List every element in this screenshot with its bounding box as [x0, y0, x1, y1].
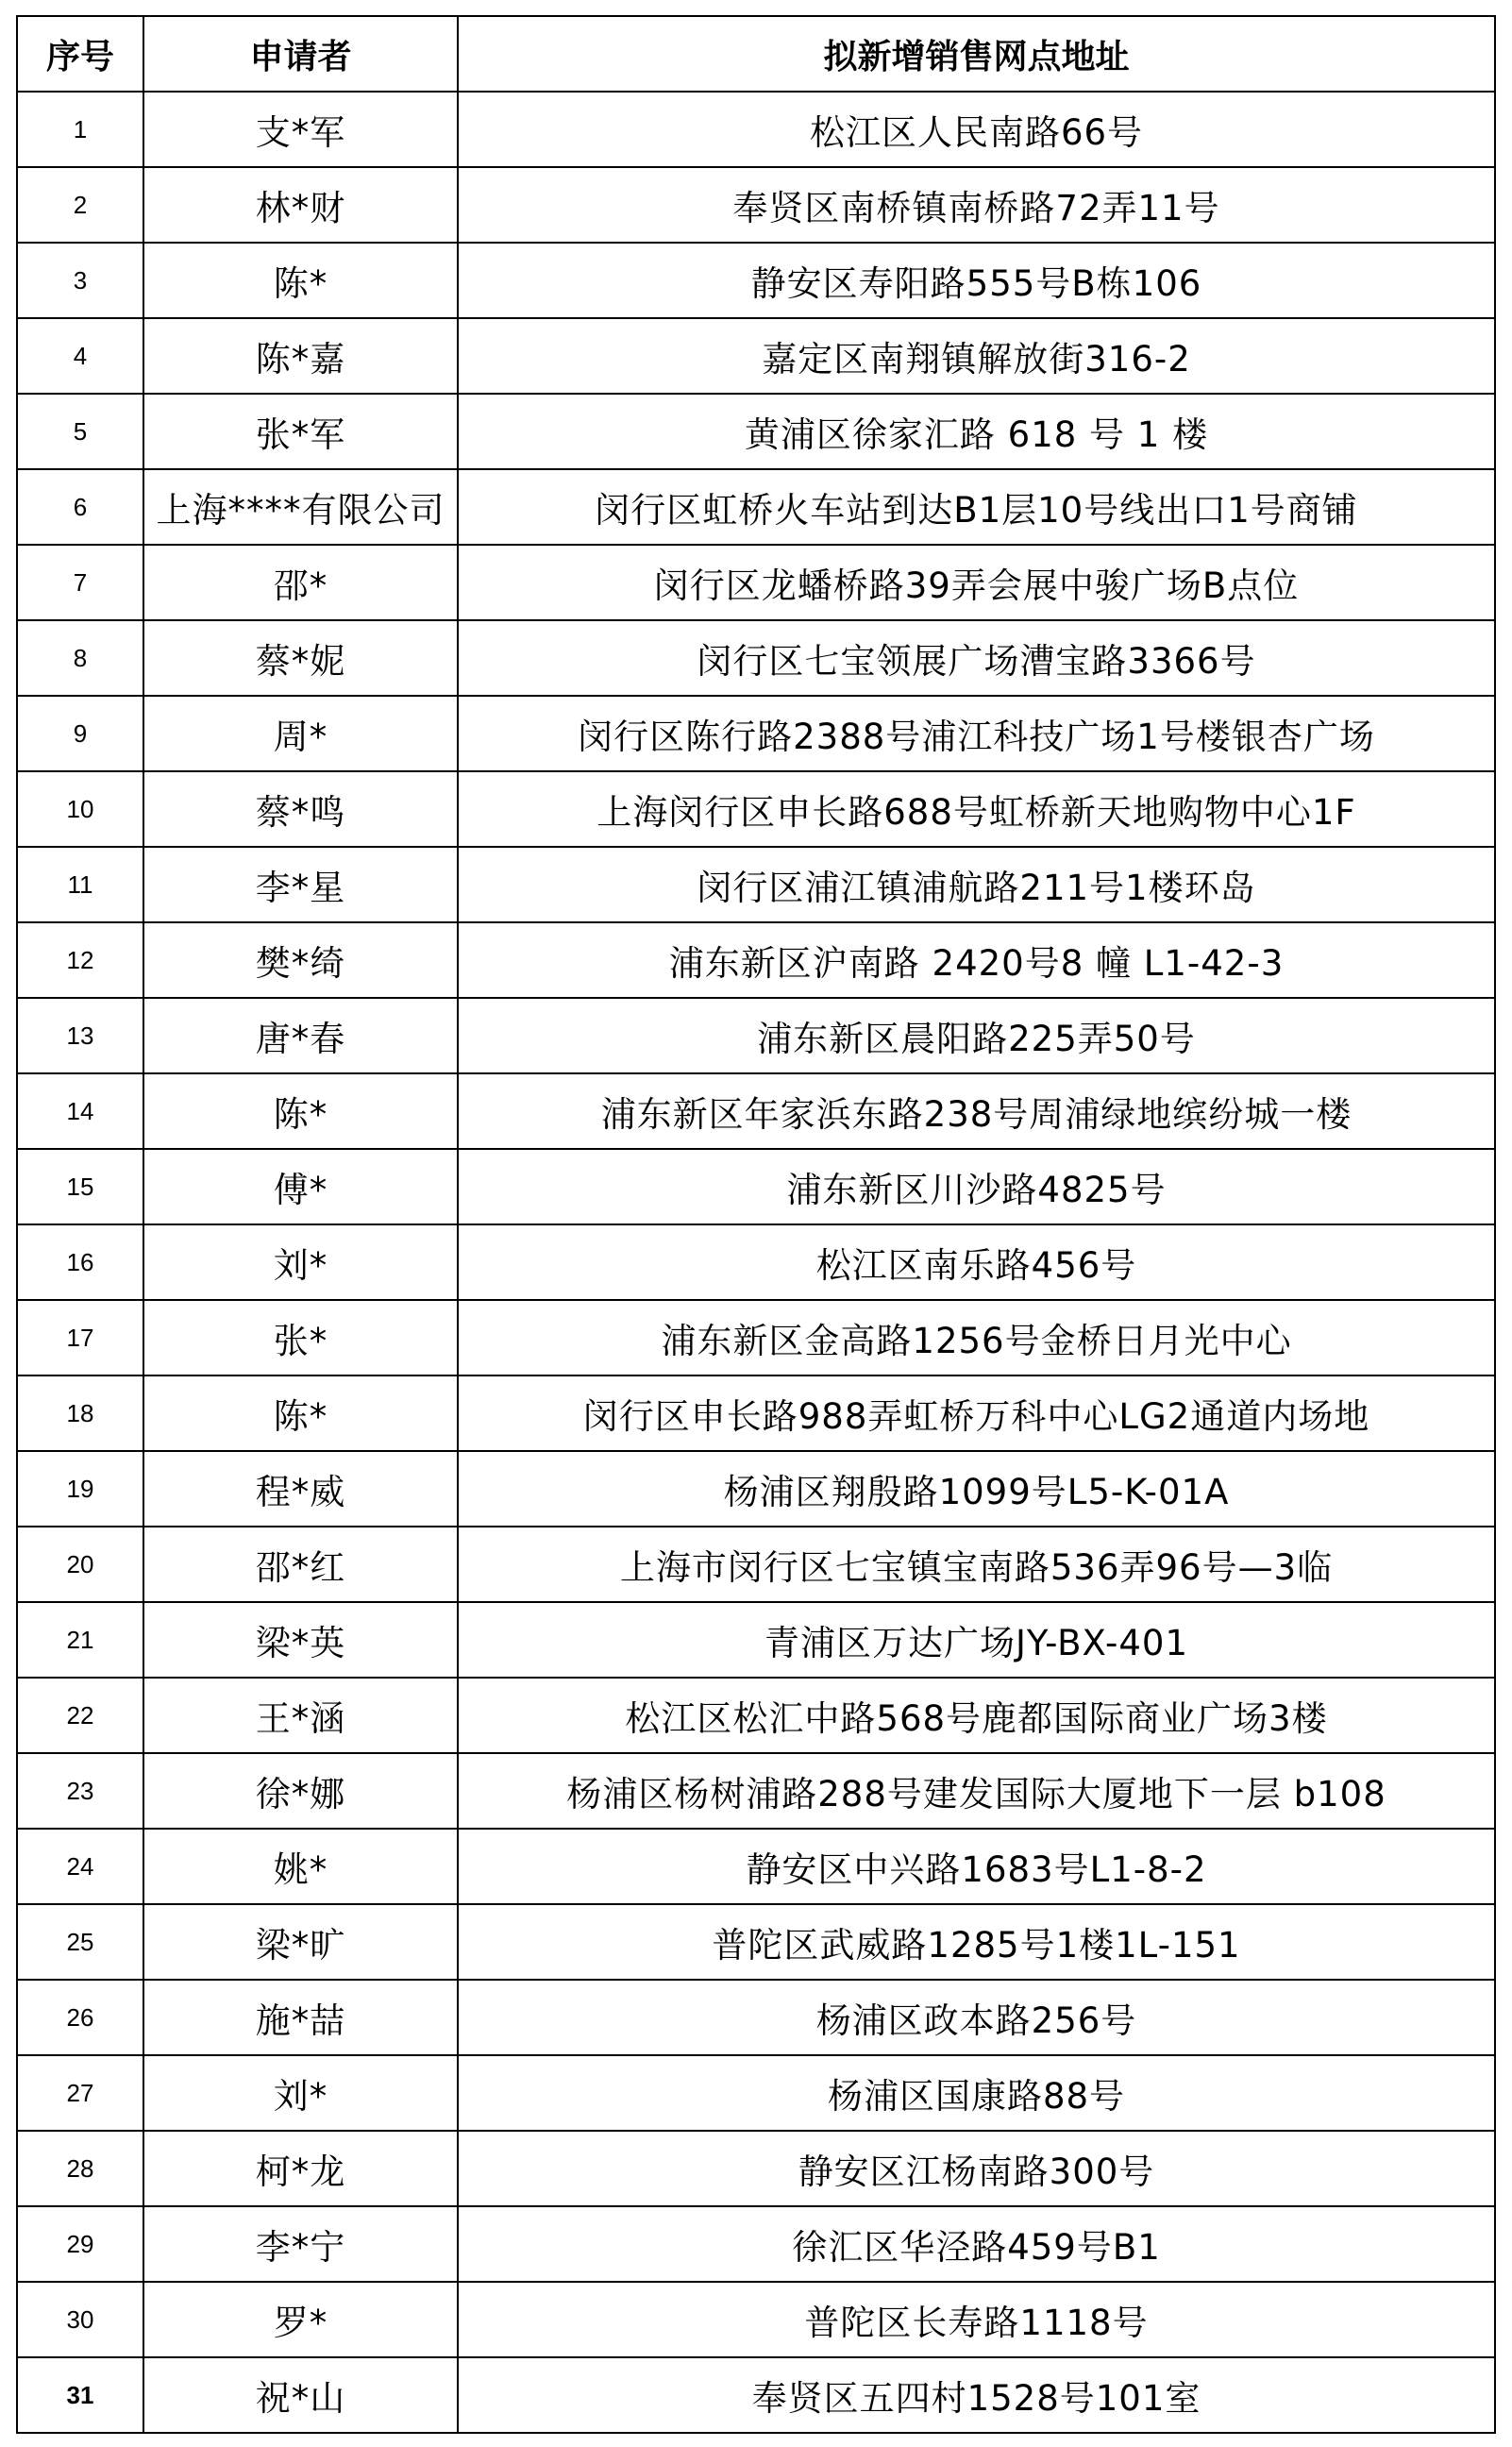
- table-row: [17, 318, 1495, 394]
- row-address: 奉贤区南桥镇南桥路72弄11号: [458, 167, 1495, 243]
- table-row: [17, 2131, 1495, 2206]
- row-applicant: 周*: [143, 696, 458, 771]
- row-serial-number: 21: [17, 1602, 143, 1678]
- table-row: [17, 1451, 1495, 1527]
- table-row: [17, 1224, 1495, 1300]
- row-serial-number: 11: [17, 847, 143, 922]
- row-serial-number: 5: [17, 394, 143, 469]
- row-serial-number: 10: [17, 771, 143, 847]
- header-serial-number: 序号: [17, 16, 143, 92]
- row-applicant: 张*: [143, 1300, 458, 1375]
- table-row: [17, 1073, 1495, 1149]
- row-serial-number: 19: [17, 1451, 143, 1527]
- header-address: 拟新增销售网点地址: [458, 16, 1495, 92]
- table-row: [17, 1527, 1495, 1602]
- row-serial-number: 16: [17, 1224, 143, 1300]
- row-applicant: 邵*: [143, 545, 458, 620]
- row-serial-number: 9: [17, 696, 143, 771]
- table-header: [17, 16, 1495, 92]
- table-row: [17, 243, 1495, 318]
- row-address: 杨浦区政本路256号: [458, 1980, 1495, 2055]
- table-row: [17, 1300, 1495, 1375]
- row-address: 杨浦区国康路88号: [458, 2055, 1495, 2131]
- row-serial-number: 27: [17, 2055, 143, 2131]
- table-body: [17, 92, 1495, 2433]
- row-address: 闵行区浦江镇浦航路211号1楼环岛: [458, 847, 1495, 922]
- row-serial-number: 29: [17, 2206, 143, 2282]
- row-serial-number: 23: [17, 1753, 143, 1829]
- table-row: [17, 1829, 1495, 1904]
- row-address: 杨浦区翔殷路1099号L5-K-01A: [458, 1451, 1495, 1527]
- row-applicant: 陈*: [143, 243, 458, 318]
- row-applicant: 陈*: [143, 1375, 458, 1451]
- row-serial-number: 15: [17, 1149, 143, 1224]
- row-serial-number: 1: [17, 92, 143, 167]
- row-applicant: 邵*红: [143, 1527, 458, 1602]
- table-row: [17, 771, 1495, 847]
- sales-outlet-table: [16, 15, 1496, 2434]
- row-applicant: 姚*: [143, 1829, 458, 1904]
- header-applicant: 申请者: [143, 16, 458, 92]
- row-address: 上海闵行区申长路688号虹桥新天地购物中心1F: [458, 771, 1495, 847]
- row-address: 闵行区申长路988弄虹桥万科中心LG2通道内场地: [458, 1375, 1495, 1451]
- row-address: 静安区江杨南路300号: [458, 2131, 1495, 2206]
- row-serial-number: 20: [17, 1527, 143, 1602]
- table-row: [17, 1375, 1495, 1451]
- row-applicant: 刘*: [143, 1224, 458, 1300]
- row-address: 黄浦区徐家汇路 618 号 1 楼: [458, 394, 1495, 469]
- row-applicant: 王*涵: [143, 1678, 458, 1753]
- row-serial-number: 18: [17, 1375, 143, 1451]
- row-applicant: 祝*山: [143, 2357, 458, 2433]
- row-serial-number: 26: [17, 1980, 143, 2055]
- table-row: [17, 1149, 1495, 1224]
- table-row: [17, 2055, 1495, 2131]
- row-address: 闵行区七宝领展广场漕宝路3366号: [458, 620, 1495, 696]
- row-serial-number: 8: [17, 620, 143, 696]
- table-row: [17, 92, 1495, 167]
- row-applicant: 唐*春: [143, 998, 458, 1073]
- row-address: 松江区人民南路66号: [458, 92, 1495, 167]
- row-applicant: 李*星: [143, 847, 458, 922]
- row-serial-number: 31: [17, 2357, 143, 2433]
- row-serial-number: 28: [17, 2131, 143, 2206]
- row-serial-number: 24: [17, 1829, 143, 1904]
- table-row: [17, 847, 1495, 922]
- table-row: [17, 1753, 1495, 1829]
- table-row: [17, 1602, 1495, 1678]
- table-row: [17, 2357, 1495, 2433]
- row-address: 松江区松汇中路568号鹿都国际商业广场3楼: [458, 1678, 1495, 1753]
- table-row: [17, 1678, 1495, 1753]
- header-row: [17, 16, 1495, 92]
- table-row: [17, 696, 1495, 771]
- row-address: 嘉定区南翔镇解放街316-2: [458, 318, 1495, 394]
- row-address: 浦东新区晨阳路225弄50号: [458, 998, 1495, 1073]
- row-address: 浦东新区川沙路4825号: [458, 1149, 1495, 1224]
- row-serial-number: 6: [17, 469, 143, 545]
- table-row: [17, 2282, 1495, 2357]
- row-applicant: 罗*: [143, 2282, 458, 2357]
- row-address: 上海市闵行区七宝镇宝南路536弄96号—3临: [458, 1527, 1495, 1602]
- row-address: 静安区中兴路1683号L1-8-2: [458, 1829, 1495, 1904]
- row-serial-number: 25: [17, 1904, 143, 1980]
- table-row: [17, 1904, 1495, 1980]
- row-serial-number: 13: [17, 998, 143, 1073]
- table-row: [17, 2206, 1495, 2282]
- row-applicant: 李*宁: [143, 2206, 458, 2282]
- row-address: 静安区寿阳路555号B栋106: [458, 243, 1495, 318]
- row-serial-number: 17: [17, 1300, 143, 1375]
- table-row: [17, 620, 1495, 696]
- row-applicant: 蔡*妮: [143, 620, 458, 696]
- row-address: 闵行区虹桥火车站到达B1层10号线出口1号商铺: [458, 469, 1495, 545]
- row-applicant: 蔡*鸣: [143, 771, 458, 847]
- row-serial-number: 2: [17, 167, 143, 243]
- row-serial-number: 22: [17, 1678, 143, 1753]
- row-applicant: 支*军: [143, 92, 458, 167]
- table-row: [17, 469, 1495, 545]
- row-applicant: 张*军: [143, 394, 458, 469]
- row-address: 徐汇区华泾路459号B1: [458, 2206, 1495, 2282]
- row-applicant: 陈*嘉: [143, 318, 458, 394]
- row-applicant: 梁*旷: [143, 1904, 458, 1980]
- row-applicant: 柯*龙: [143, 2131, 458, 2206]
- row-applicant: 林*财: [143, 167, 458, 243]
- row-applicant: 樊*绮: [143, 922, 458, 998]
- row-address: 青浦区万达广场JY-BX-401: [458, 1602, 1495, 1678]
- row-applicant: 施*喆: [143, 1980, 458, 2055]
- row-serial-number: 3: [17, 243, 143, 318]
- row-serial-number: 14: [17, 1073, 143, 1149]
- row-serial-number: 4: [17, 318, 143, 394]
- row-address: 普陀区长寿路1118号: [458, 2282, 1495, 2357]
- row-address: 浦东新区沪南路 2420号8 幢 L1-42-3: [458, 922, 1495, 998]
- table-row: [17, 545, 1495, 620]
- row-applicant: 徐*娜: [143, 1753, 458, 1829]
- row-address: 松江区南乐路456号: [458, 1224, 1495, 1300]
- row-address: 浦东新区金高路1256号金桥日月光中心: [458, 1300, 1495, 1375]
- table-row: [17, 167, 1495, 243]
- row-address: 杨浦区杨树浦路288号建发国际大厦地下一层 b108: [458, 1753, 1495, 1829]
- row-serial-number: 7: [17, 545, 143, 620]
- row-address: 奉贤区五四村1528号101室: [458, 2357, 1495, 2433]
- row-applicant: 梁*英: [143, 1602, 458, 1678]
- row-address: 闵行区龙蟠桥路39弄会展中骏广场B点位: [458, 545, 1495, 620]
- row-applicant: 上海****有限公司: [143, 469, 458, 545]
- row-address: 浦东新区年家浜东路238号周浦绿地缤纷城一楼: [458, 1073, 1495, 1149]
- row-applicant: 程*威: [143, 1451, 458, 1527]
- table-row: [17, 394, 1495, 469]
- row-serial-number: 12: [17, 922, 143, 998]
- row-applicant: 傅*: [143, 1149, 458, 1224]
- row-applicant: 陈*: [143, 1073, 458, 1149]
- table-row: [17, 998, 1495, 1073]
- row-address: 普陀区武威路1285号1楼1L-151: [458, 1904, 1495, 1980]
- row-address: 闵行区陈行路2388号浦江科技广场1号楼银杏广场: [458, 696, 1495, 771]
- table-row: [17, 922, 1495, 998]
- table-row: [17, 1980, 1495, 2055]
- row-serial-number: 30: [17, 2282, 143, 2357]
- row-applicant: 刘*: [143, 2055, 458, 2131]
